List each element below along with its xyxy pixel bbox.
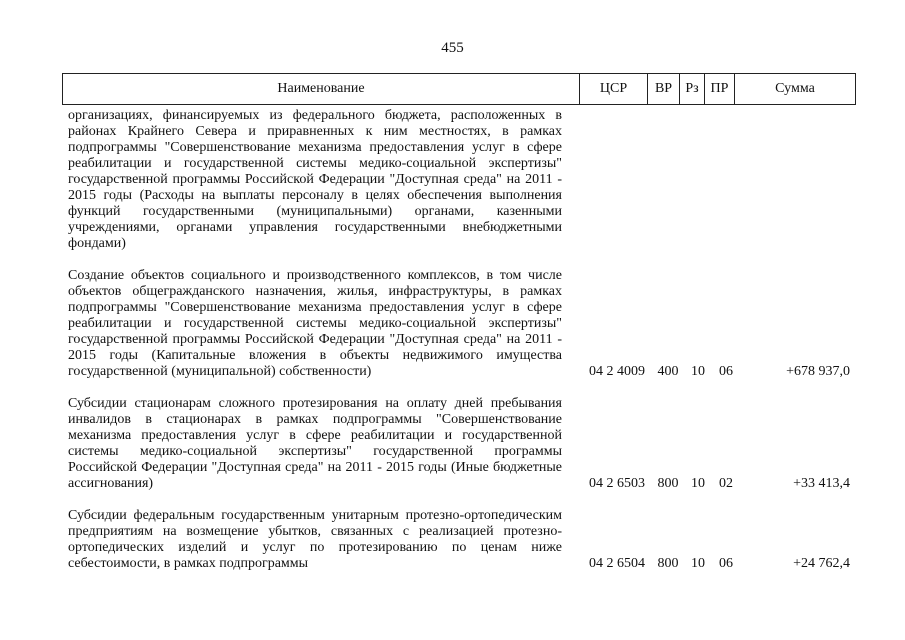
- header-pr: ПР: [704, 74, 734, 104]
- row-sum: +678 937,0: [786, 364, 850, 379]
- header-rz: Рз: [679, 74, 704, 104]
- table-row: [0, 396, 905, 492]
- row-vr: 800: [657, 556, 679, 571]
- row-rz: 10: [691, 476, 705, 491]
- table-row: [0, 108, 905, 252]
- row-values: [0, 476, 905, 492]
- row-pr: 06: [719, 556, 733, 571]
- row-csr: 04 2 6503: [589, 476, 645, 491]
- row-values: [0, 236, 905, 252]
- row-description: организациях, финансируемых из федерального бюджета, расположенных в районах Крайнего Севера и приравненных к ним местностях, в рамках подпрограммы "Совершенствование механизма предоставления услуг в сфере реабилитации и государственной системы медико-социальной экспертизы" государственной программы Российской Федерации "Доступная среда" на 2011 - 2015 годы (Расходы на выплаты персоналу в целях обеспечения выполнения функций государственными (муниципальными) органами, казенными учреждениями, органами управления государственными внебюджетными фондами): [68, 108, 562, 251]
- row-csr: 04 2 6504: [589, 556, 645, 571]
- row-values: [0, 556, 905, 572]
- row-description: Субсидии стационарам сложного протезирования на оплату дней пребывания инвалидов в стационарах в рамках подпрограммы "Совершенствование механизма предоставления услуг в сфере реабилитации и государственной системы медико-социальной экспертизы" государственной программы Российской Федерации "Доступная среда" на 2011 - 2015 годы (Иные бюджетные ассигнования): [68, 396, 562, 491]
- row-rz: 10: [691, 556, 705, 571]
- header-vr: ВР: [647, 74, 679, 104]
- row-pr: 06: [719, 364, 733, 379]
- row-values: [0, 364, 905, 380]
- table-row: [0, 508, 905, 572]
- header-name: Наименование: [277, 81, 365, 96]
- row-csr: 04 2 4009: [589, 364, 645, 379]
- row-vr: 800: [657, 476, 679, 491]
- row-vr: 400: [657, 364, 679, 379]
- table-body: [0, 108, 905, 588]
- row-sum: +33 413,4: [793, 476, 850, 491]
- row-rz: 10: [691, 364, 705, 379]
- table-row: [0, 268, 905, 380]
- page-number: 455: [441, 40, 464, 56]
- row-description: Субсидии федеральным государственным унитарным протезно-ортопедическим предприятиям на возмещение убытков, связанных с реализацией протезно-ортопедических изделий и услуг по протезированию по ценам ниже себестоимости, в рамках подпрограммы: [68, 508, 562, 571]
- row-description: Создание объектов социального и производственного комплексов, в том числе объектов общегражданского назначения, жилья, инфраструктуры, в рамках подпрограммы "Совершенствование механизма предоставления услуг в сфере реабилитации и государственной системы медико-социальной экспертизы" государственной программы Российской Федерации "Доступная среда" на 2011 - 2015 годы (Капитальные вложения в объекты недвижимого имущества государственной (муниципальной) собственности): [68, 268, 562, 379]
- header-csr: ЦСР: [579, 74, 647, 104]
- row-pr: 02: [719, 476, 733, 491]
- header-sum: Сумма: [734, 74, 855, 104]
- row-sum: +24 762,4: [793, 556, 850, 571]
- table-header: [62, 73, 856, 105]
